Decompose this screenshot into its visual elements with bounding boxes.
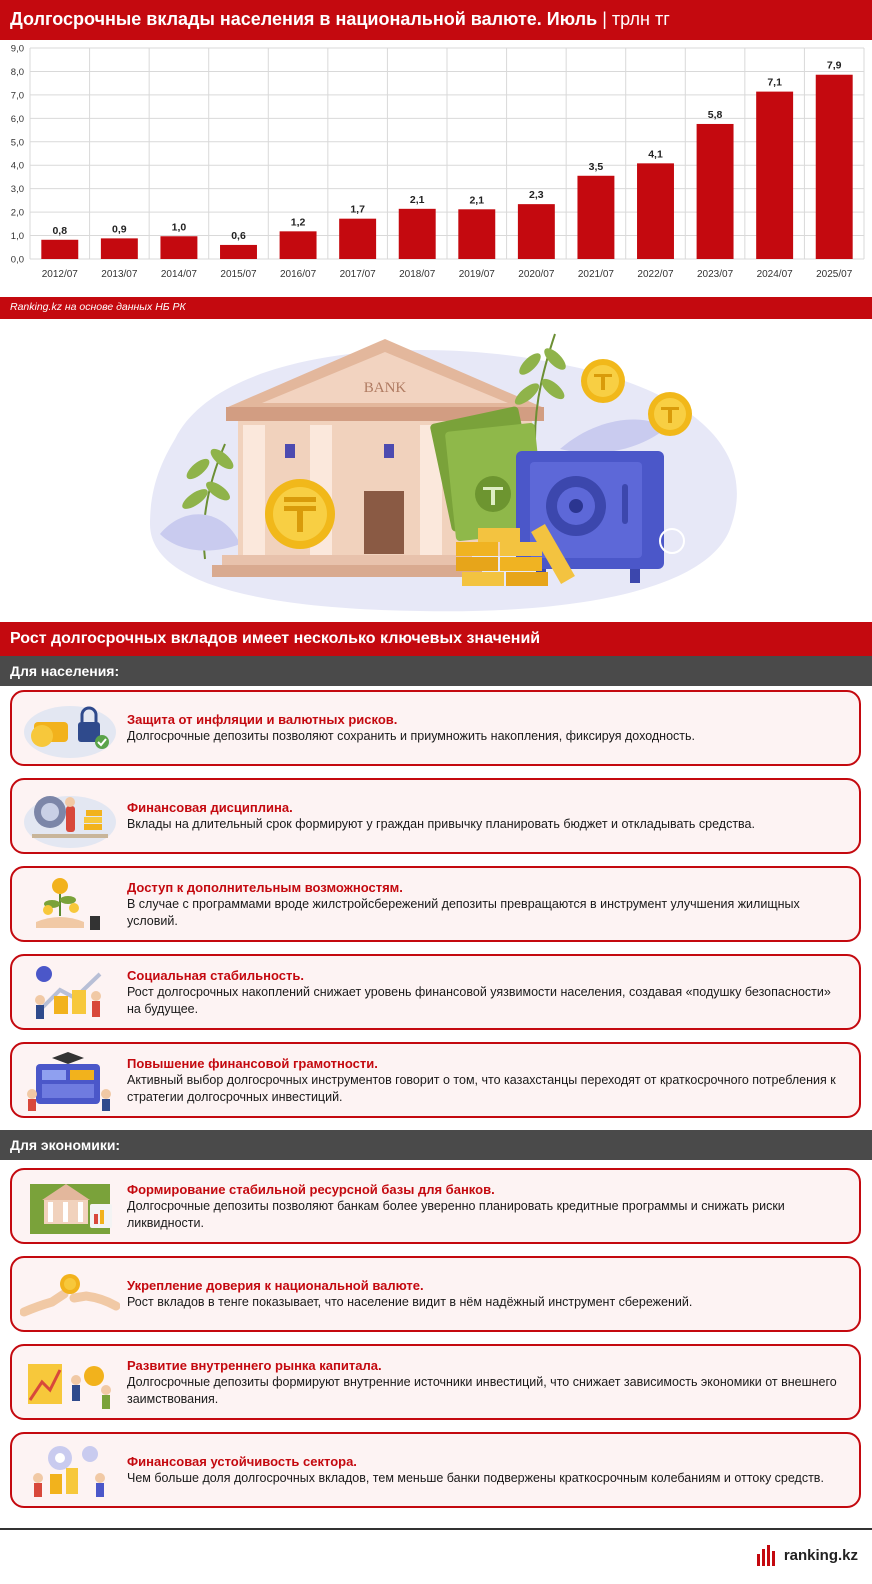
tenge-coin-icon bbox=[265, 479, 335, 549]
data-label: 7,9 bbox=[826, 59, 842, 72]
card-body: Долгосрочные депозиты позволяют банкам более уверенно планировать кредитные программы и снижать риски ликвидности. bbox=[127, 1198, 785, 1230]
population-card-2 bbox=[10, 778, 861, 854]
bar bbox=[339, 219, 376, 259]
data-label: 2,3 bbox=[529, 189, 544, 202]
data-label: 2,1 bbox=[409, 193, 425, 206]
y-tick-label: 6,0 bbox=[10, 113, 24, 125]
data-label: 0,9 bbox=[112, 223, 127, 236]
ranking-logo bbox=[756, 1544, 858, 1566]
economy-card-2 bbox=[10, 1256, 861, 1332]
education-screen-icon bbox=[20, 1048, 120, 1114]
card-title: Доступ к дополнительным возможностям. bbox=[127, 879, 403, 895]
handshake-coin-icon bbox=[20, 1262, 120, 1328]
card-title: Финансовая дисциплина. bbox=[127, 800, 293, 815]
card-title: Защита от инфляции и валютных рисков. bbox=[127, 712, 398, 727]
bank-sign: BANK bbox=[363, 380, 407, 396]
x-tick-label: 2017/07 bbox=[339, 269, 376, 280]
data-label: 0,6 bbox=[231, 229, 246, 242]
y-tick-label: 9,0 bbox=[10, 43, 24, 55]
bar bbox=[101, 238, 138, 259]
section-title: Рост долгосрочных вкладов имеет несколько ключевых значений bbox=[10, 630, 541, 647]
y-tick-label: 2,0 bbox=[10, 207, 24, 219]
card-title: Социальная стабильность. bbox=[127, 967, 304, 983]
card-title: Формирование стабильной ресурсной базы для банков. bbox=[127, 1181, 495, 1197]
chart-title: Долгосрочные вклады населения в национальной валюте. Июль bbox=[10, 9, 598, 29]
vault-person-icon bbox=[20, 784, 120, 850]
market-people-icon bbox=[20, 1350, 120, 1416]
data-label: 7,1 bbox=[767, 76, 782, 89]
y-tick-label: 8,0 bbox=[10, 66, 24, 78]
bar bbox=[756, 92, 793, 259]
bar bbox=[816, 75, 853, 259]
data-label: 4,1 bbox=[648, 148, 663, 161]
population-card-1 bbox=[10, 690, 861, 766]
data-label: 0,8 bbox=[52, 224, 68, 237]
bar bbox=[41, 240, 78, 259]
bar bbox=[577, 176, 614, 259]
x-tick-label: 2024/07 bbox=[756, 269, 793, 280]
card-title: Повышение финансовой грамотности. bbox=[127, 1055, 378, 1071]
source-bar bbox=[0, 297, 872, 319]
group-economy-bar bbox=[0, 1130, 872, 1160]
group-economy-label: Для экономики: bbox=[10, 1137, 121, 1153]
population-card-4 bbox=[10, 954, 861, 1030]
bar bbox=[399, 209, 436, 259]
bank-illustration bbox=[0, 319, 872, 622]
x-tick-label: 2023/07 bbox=[696, 269, 734, 280]
bar bbox=[160, 236, 197, 259]
y-tick-label: 7,0 bbox=[10, 90, 24, 102]
x-tick-label: 2021/07 bbox=[577, 269, 615, 280]
growth-people-icon bbox=[20, 960, 120, 1026]
card-body: Активный выбор долгосрочных инструментов говорит о том, что казахстанцы переходят от краткосрочного потребления к стратегии долгосрочных инвестиций. bbox=[127, 1072, 836, 1104]
x-tick-label: 2013/07 bbox=[101, 269, 138, 280]
card-title: Укрепление доверия к национальной валюте. bbox=[127, 1278, 424, 1293]
x-tick-label: 2020/07 bbox=[518, 269, 555, 280]
population-card-5 bbox=[10, 1042, 861, 1118]
population-card-3 bbox=[10, 866, 861, 942]
data-label: 5,8 bbox=[707, 108, 723, 121]
footer-divider bbox=[0, 1528, 872, 1530]
data-label: 2,1 bbox=[469, 194, 485, 207]
card-body: Чем больше доля долгосрочных вкладов, тем меньше банки подвержены краткосрочным колебаниям и оттоку средств. bbox=[127, 1471, 824, 1485]
chart-unit: | трлн тг bbox=[602, 9, 670, 29]
card-body: Вклады на длительный срок формируют у граждан привычку планировать бюджет и откладывать средства. bbox=[127, 817, 755, 831]
group-population-bar bbox=[0, 656, 872, 686]
economy-card-3 bbox=[10, 1344, 861, 1420]
data-label: 1,0 bbox=[171, 221, 187, 234]
x-tick-label: 2018/07 bbox=[399, 269, 436, 280]
card-title: Финансовая устойчивость сектора. bbox=[127, 1454, 357, 1469]
gears-team-icon bbox=[20, 1438, 120, 1504]
x-tick-label: 2016/07 bbox=[279, 269, 317, 280]
x-tick-label: 2019/07 bbox=[458, 269, 495, 280]
y-tick-label: 0,0 bbox=[10, 254, 24, 266]
y-tick-label: 1,0 bbox=[10, 231, 24, 243]
bar bbox=[697, 124, 734, 259]
money-plant-icon bbox=[20, 872, 120, 938]
x-tick-label: 2015/07 bbox=[220, 269, 257, 280]
y-tick-label: 5,0 bbox=[10, 137, 24, 149]
card-body: Рост долгосрочных накоплений снижает уровень финансовой уязвимости населения, создавая «подушку безопасности» на будущее. bbox=[127, 984, 831, 1016]
data-label: 1,7 bbox=[350, 203, 365, 216]
source-note: Ranking.kz на основе данных НБ РК bbox=[10, 301, 186, 313]
card-body: В случае с программами вроде жилстройсбережений депозиты превращаются в инструмент улучшения жилищных условий. bbox=[127, 896, 800, 928]
data-label: 1,2 bbox=[290, 216, 306, 229]
x-tick-label: 2014/07 bbox=[160, 269, 198, 280]
bank-building-icon bbox=[20, 1174, 120, 1240]
bar bbox=[458, 209, 495, 259]
y-tick-label: 4,0 bbox=[10, 160, 24, 172]
section-title-bar bbox=[0, 622, 872, 656]
chart-title-bar bbox=[0, 0, 872, 40]
x-tick-label: 2025/07 bbox=[816, 269, 853, 280]
lock-coins-icon bbox=[20, 696, 120, 762]
bar bbox=[637, 163, 674, 259]
bar-chart bbox=[0, 40, 872, 297]
economy-card-1 bbox=[10, 1168, 861, 1244]
economy-card-4 bbox=[10, 1432, 861, 1508]
x-tick-label: 2012/07 bbox=[41, 269, 78, 280]
card-body: Долгосрочные депозиты позволяют сохранить и приумножить накопления, фиксируя доходность. bbox=[127, 729, 695, 743]
x-tick-label: 2022/07 bbox=[637, 269, 674, 280]
card-body: Долгосрочные депозиты формируют внутренние источники инвестиций, что снижает зависимость экономики от внешнего заимствования. bbox=[127, 1374, 837, 1406]
y-tick-label: 3,0 bbox=[10, 184, 24, 196]
card-body: Рост вкладов в тенге показывает, что население видит в нём надёжный инструмент сбережений. bbox=[127, 1295, 693, 1309]
bar bbox=[220, 245, 257, 259]
bar bbox=[280, 231, 317, 259]
logo-bars-icon bbox=[756, 1544, 778, 1566]
card-title: Развитие внутреннего рынка капитала. bbox=[127, 1357, 382, 1373]
logo-text: ranking.kz bbox=[783, 1546, 858, 1564]
group-population-label: Для населения: bbox=[10, 663, 120, 679]
data-label: 3,5 bbox=[588, 160, 604, 173]
bar bbox=[518, 204, 555, 259]
